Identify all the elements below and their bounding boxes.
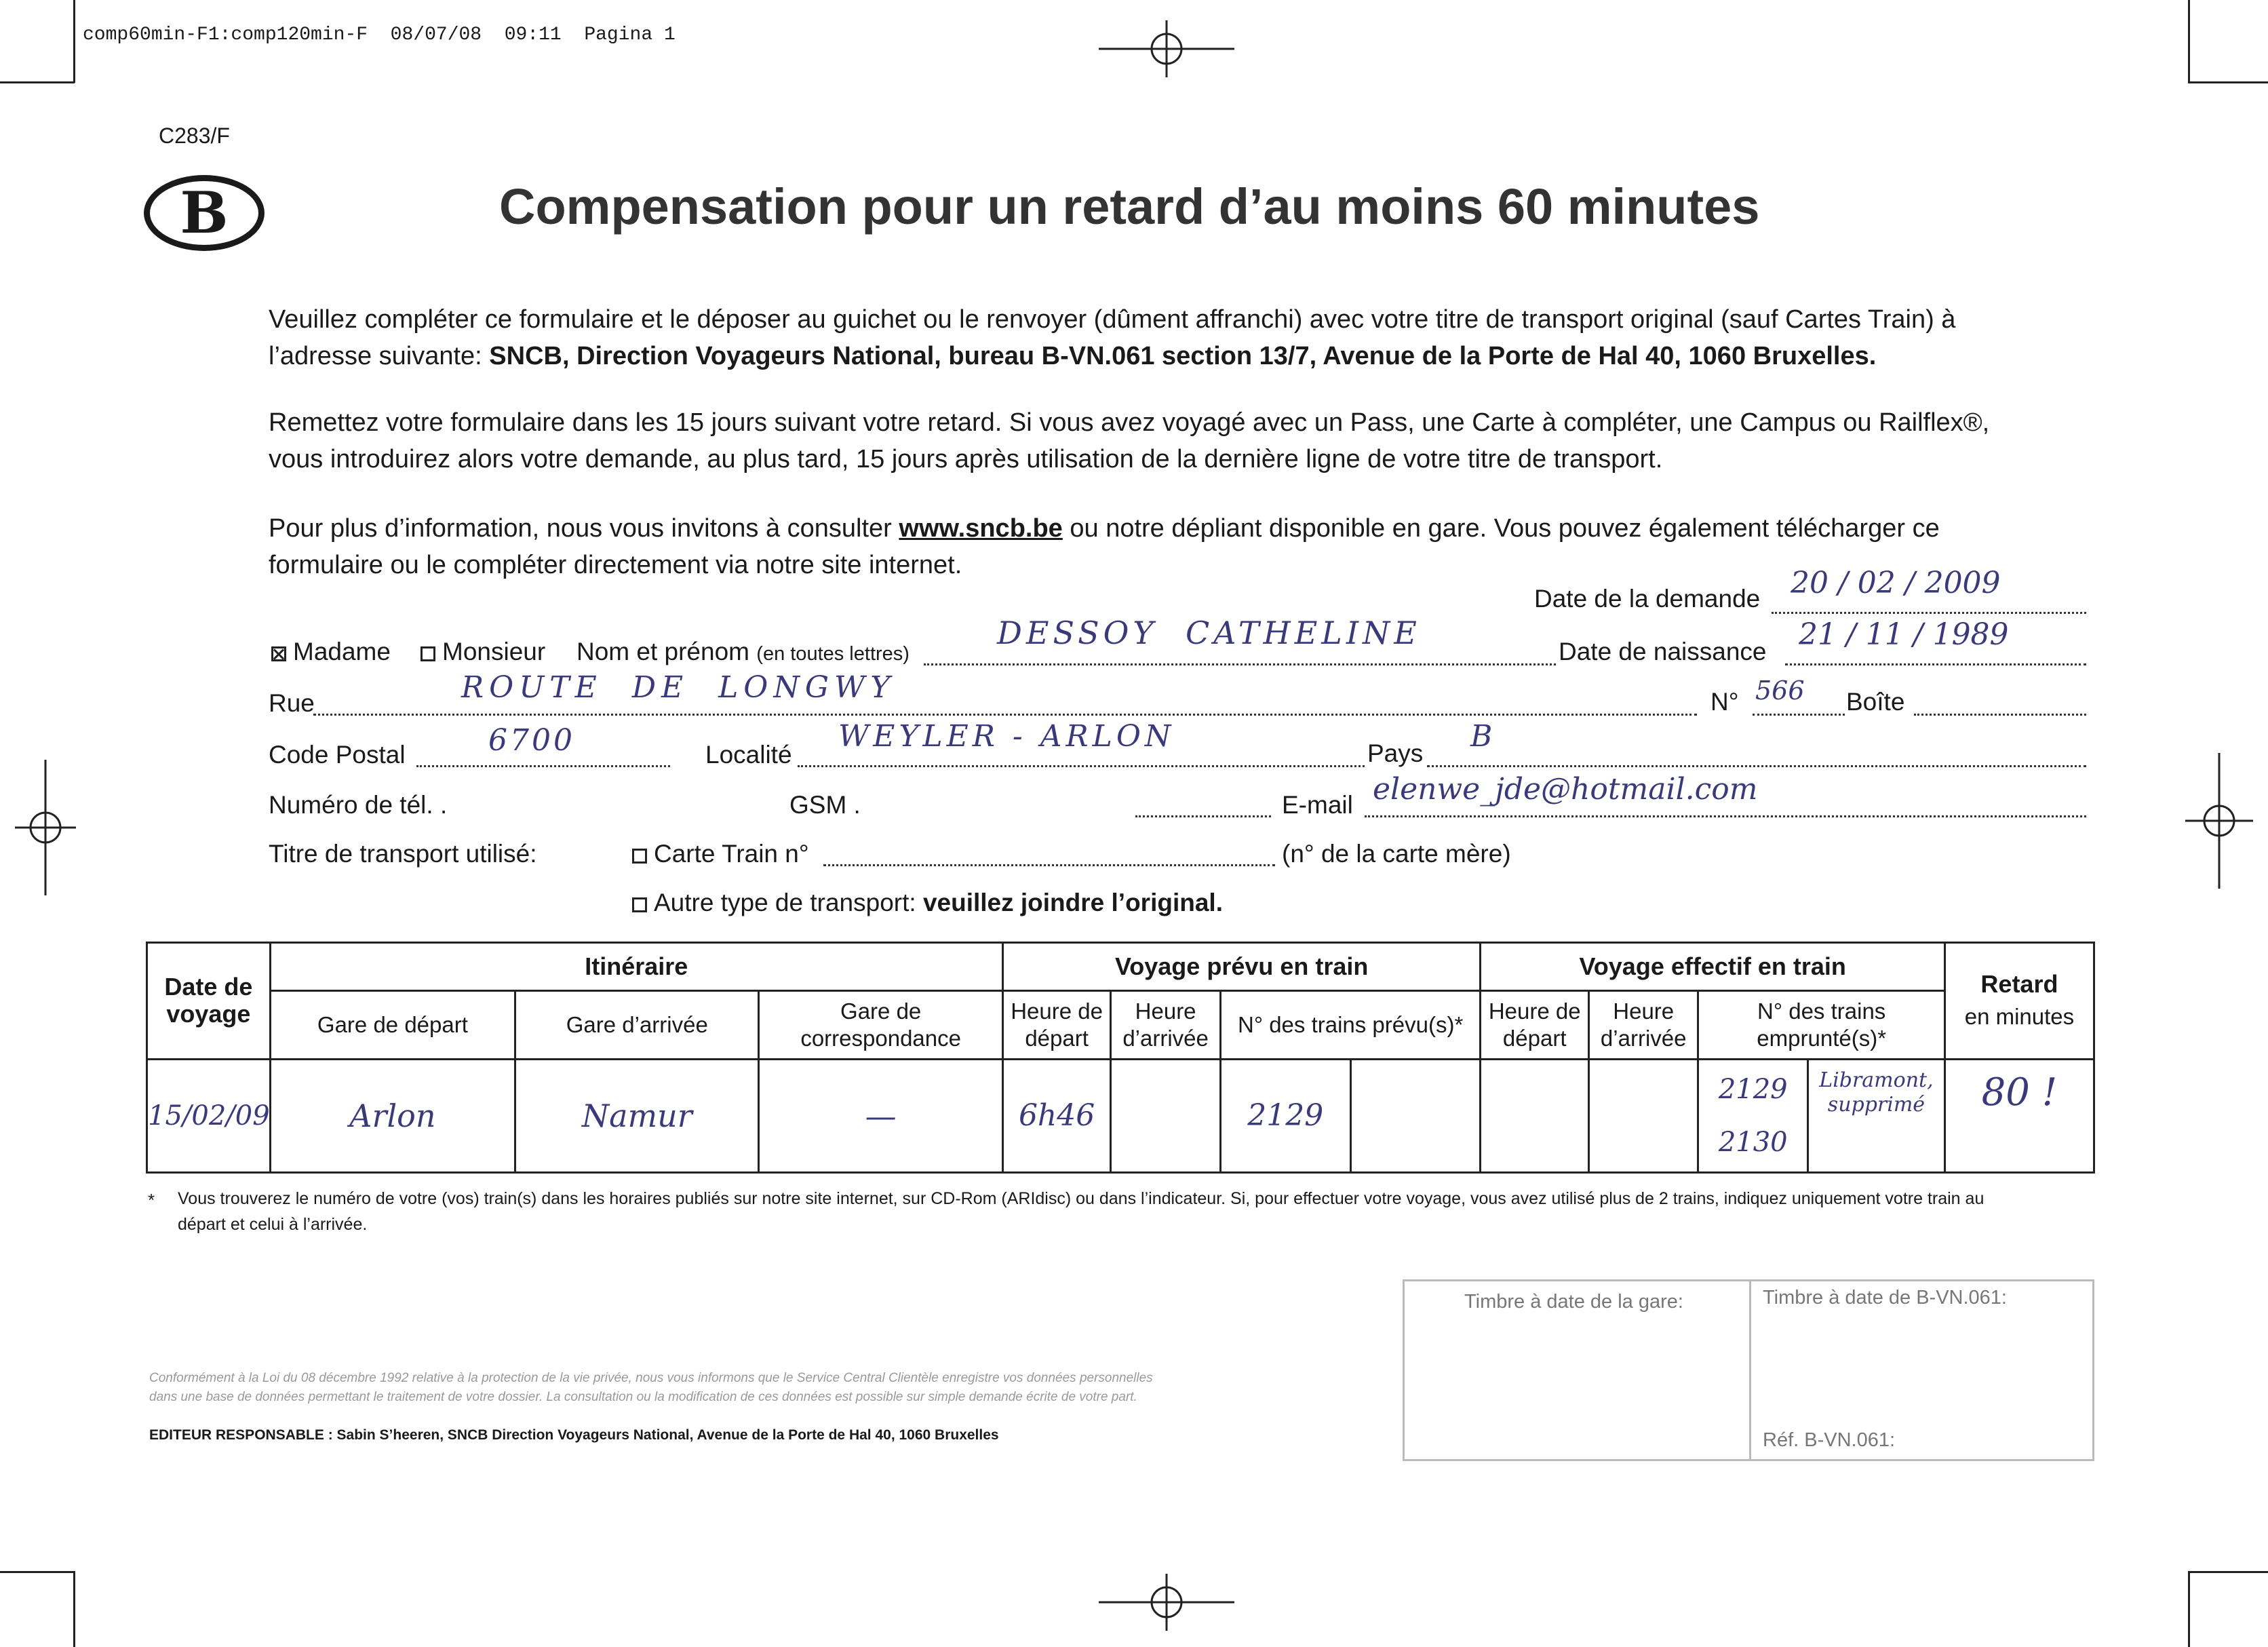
crop-mark bbox=[2188, 1571, 2268, 1573]
crop-mark bbox=[2188, 1571, 2190, 1647]
logo-letter: B bbox=[180, 179, 229, 246]
intro-text: Pour plus d’information, nous vous invitons à consulter bbox=[269, 514, 899, 543]
intro-text: l’adresse suivante: bbox=[269, 342, 490, 370]
registration-mark-icon bbox=[15, 760, 76, 895]
registration-mark-icon bbox=[1099, 20, 1234, 77]
numero-field[interactable]: 566 bbox=[1755, 676, 1805, 705]
privacy-notice bbox=[149, 1369, 1153, 1407]
footnote-marker: * bbox=[148, 1190, 155, 1210]
titre-label: Titre de transport utilisé: bbox=[269, 840, 537, 868]
cp-line bbox=[416, 765, 670, 767]
col-retard-header bbox=[1944, 943, 2094, 1060]
monsieur-checkbox[interactable] bbox=[421, 646, 435, 661]
stamp-gare-label: Timbre à date de la gare: bbox=[1464, 1291, 1683, 1313]
localite-field[interactable]: WEYLER - ARLON bbox=[838, 719, 1175, 754]
train-emprunte-1: 2129 bbox=[1718, 1073, 1788, 1105]
trains-empruntes-header: N° des trains emprunté(s)* bbox=[1698, 990, 1944, 1059]
rue-label: Rue bbox=[269, 689, 315, 717]
email-label: E-mail bbox=[1282, 791, 1353, 819]
cell-heure-arrivee[interactable] bbox=[1111, 1059, 1221, 1172]
cell-date[interactable]: 15/02/09 bbox=[147, 1059, 271, 1172]
localite-line bbox=[798, 765, 1365, 767]
rue-field[interactable]: ROUTE DE LONGWY bbox=[461, 670, 896, 705]
table-row bbox=[147, 1059, 2094, 1172]
stamp-box bbox=[1403, 1279, 2094, 1461]
pays-label: Pays bbox=[1367, 739, 1424, 767]
cell-heure-prevue[interactable]: 6h46 bbox=[1002, 1059, 1110, 1172]
stamp-ref-label: Réf. B-VN.061: bbox=[1763, 1429, 1896, 1451]
monsieur-label: Monsieur bbox=[442, 638, 546, 665]
date-demande-label: Date de la demande bbox=[1534, 585, 1761, 613]
nom-label-group bbox=[576, 638, 910, 666]
note-1: Libramont, bbox=[1819, 1068, 1934, 1092]
cp-label: Code Postal bbox=[269, 741, 406, 769]
intro-text: Remettez votre formulaire dans les 15 jours suivant votre retard. Si vous avez voyagé avec un Pass, une Carte à compléter, une Campus ou Railflex®, bbox=[269, 408, 1990, 437]
crop-mark bbox=[73, 0, 75, 83]
crop-mark bbox=[0, 81, 75, 83]
cell-note[interactable] bbox=[1807, 1059, 1944, 1172]
cell-arrivee[interactable]: Namur bbox=[515, 1059, 759, 1172]
train-emprunte-2: 2130 bbox=[1718, 1126, 1788, 1158]
group-prevu-header: Voyage prévu en train bbox=[1002, 943, 1481, 991]
carte-train-checkbox[interactable] bbox=[632, 849, 647, 864]
privacy-line: dans une base de données permettant le traitement de votre dossier. La consultation ou la modification de ces données est possible sur simple demande écrite de votre part. bbox=[149, 1390, 1137, 1404]
intro-text: formulaire ou le compléter directement via notre site internet. bbox=[269, 551, 962, 579]
intro-paragraph-2 bbox=[269, 404, 2140, 478]
carte-train-line bbox=[823, 864, 1275, 866]
cell-corresp[interactable]: — bbox=[759, 1059, 1002, 1172]
crop-mark bbox=[2188, 0, 2190, 83]
cell-effectif-arrivee[interactable] bbox=[1588, 1059, 1698, 1172]
intro-paragraph-1 bbox=[269, 301, 2140, 374]
crop-mark bbox=[2188, 81, 2268, 83]
madame-label: Madame bbox=[293, 638, 391, 665]
cell-depart[interactable]: Arlon bbox=[270, 1059, 515, 1172]
editor-line: EDITEUR RESPONSABLE : Sabin S’heeren, SNCB Direction Voyageurs National, Avenue de la Porte de Hal 40, 1060 Bruxelles bbox=[149, 1427, 999, 1443]
sncb-logo bbox=[144, 175, 265, 251]
numero-label: N° bbox=[1710, 688, 1739, 716]
col-date-header: Date de voyage bbox=[147, 943, 271, 1060]
cell-retard[interactable]: 80 ! bbox=[1944, 1059, 2094, 1172]
intro-text: vous introduirez alors votre demande, au plus tard, 15 jours après utilisation de la dernière ligne de votre titre de transport. bbox=[269, 445, 1663, 473]
intro-text: ou notre dépliant disponible en gare. Vous pouvez également télécharger ce bbox=[1062, 514, 1940, 543]
trains-prevus-header: N° des trains prévu(s)* bbox=[1220, 990, 1481, 1059]
heure-depart-header: Heure de départ bbox=[1481, 990, 1588, 1059]
note-2: supprimé bbox=[1827, 1092, 1925, 1117]
madame-option[interactable] bbox=[271, 638, 391, 666]
page-title: Compensation pour un retard d’au moins 60 minutes bbox=[499, 178, 1760, 235]
retard-sublabel: en minutes bbox=[1964, 1004, 2075, 1030]
rue-line bbox=[313, 714, 1697, 716]
numero-line bbox=[1753, 714, 1845, 716]
stamp-divider bbox=[1749, 1281, 1751, 1459]
retard-label: Retard bbox=[1980, 970, 2058, 999]
form-code: C283/F bbox=[159, 123, 230, 148]
carte-train-option[interactable] bbox=[632, 840, 809, 868]
carte-train-label: Carte Train n° bbox=[654, 840, 809, 868]
localite-label: Localité bbox=[705, 741, 792, 769]
pays-field[interactable]: B bbox=[1470, 719, 1493, 754]
autre-note: veuillez joindre l’original. bbox=[922, 889, 1223, 916]
gare-corresp-header: Gare de correspondance bbox=[759, 990, 1002, 1059]
footnote-line: départ et celui à l’arrivée. bbox=[178, 1215, 368, 1234]
heure-arrivee-header: Heure d’arrivée bbox=[1588, 990, 1698, 1059]
intro-text: Veuillez compléter ce formulaire et le déposer au guichet ou le renvoyer (dûment affranchi) avec votre titre de transport original (sauf Cartes Train) à bbox=[269, 305, 1956, 334]
cell-train-prevu[interactable]: 2129 bbox=[1220, 1059, 1350, 1172]
footnote bbox=[178, 1186, 2090, 1237]
tel-label: Numéro de tél. . bbox=[269, 791, 448, 819]
nom-line bbox=[924, 663, 1556, 665]
date-demande-line bbox=[1772, 612, 2086, 614]
email-field[interactable]: elenwe_jde@hotmail.com bbox=[1373, 772, 1758, 807]
gsm-line bbox=[1135, 815, 1271, 817]
group-effectif-header: Voyage effectif en train bbox=[1481, 943, 1944, 991]
gsm-label: GSM . bbox=[789, 791, 861, 819]
cell-train-emprunte[interactable] bbox=[1698, 1059, 1808, 1172]
stamp-bvn-label: Timbre à date de B-VN.061: bbox=[1763, 1287, 2007, 1309]
heure-arrivee-header: Heure d’arrivée bbox=[1111, 990, 1221, 1059]
carte-mere-label: (n° de la carte mère) bbox=[1282, 840, 1511, 868]
nom-field[interactable]: DESSOY CATHELINE bbox=[997, 615, 1421, 651]
address-text: SNCB, Direction Voyageurs National, bureau B-VN.061 section 13/7, Avenue de la Porte de Hal 40, 1060 Bruxelles. bbox=[489, 342, 1877, 370]
footnote-line: Vous trouverez le numéro de votre (vos) train(s) dans les horaires publiés sur notre site internet, sur CD-Rom (ARIdisc) ou dans l’indicateur. Si, pour effectuer votre voyage, vous avez utilisé plus de 2 trains, indiquez uniquement votre train au bbox=[178, 1189, 1984, 1208]
boite-label: Boîte bbox=[1846, 688, 1905, 716]
heure-depart-header: Heure de départ bbox=[1002, 990, 1110, 1059]
cp-field[interactable]: 6700 bbox=[488, 723, 575, 758]
date-demande-field[interactable]: 20 / 02 / 2009 bbox=[1791, 566, 2001, 600]
crop-mark bbox=[0, 1571, 75, 1573]
registration-mark-icon bbox=[1099, 1574, 1234, 1631]
autre-label: Autre type de transport: bbox=[654, 889, 923, 916]
privacy-line: Conformément à la Loi du 08 décembre 1992 relative à la protection de la vie privée, nous vous informons que le Service Central Clientèle enregistre vos données personnelles bbox=[149, 1371, 1153, 1385]
autre-option[interactable] bbox=[632, 889, 1223, 917]
autre-checkbox[interactable] bbox=[632, 897, 647, 912]
fax-header: comp60min-F1:comp120min-F 08/07/08 09:11 Pagina 1 bbox=[83, 24, 676, 45]
pays-line bbox=[1427, 765, 2086, 767]
email-line bbox=[1365, 815, 2086, 817]
crop-mark bbox=[73, 1571, 75, 1647]
sncb-link[interactable]: www.sncb.be bbox=[899, 514, 1063, 543]
gare-depart-header: Gare de départ bbox=[270, 990, 515, 1059]
boite-line bbox=[1914, 714, 2086, 716]
monsieur-option[interactable] bbox=[421, 638, 545, 666]
nom-label: Nom et prénom bbox=[576, 638, 749, 665]
nom-hint: (en toutes lettres) bbox=[756, 643, 910, 665]
cell-train-prevu-2[interactable] bbox=[1350, 1059, 1481, 1172]
trip-table bbox=[146, 942, 2095, 1174]
naissance-field[interactable]: 21 / 11 / 1989 bbox=[1799, 617, 2009, 652]
naissance-label: Date de naissance bbox=[1559, 638, 1767, 665]
gare-arrivee-header: Gare d’arrivée bbox=[515, 990, 759, 1059]
group-itineraire-header: Itinéraire bbox=[270, 943, 1002, 991]
registration-mark-icon bbox=[2185, 753, 2253, 889]
naissance-line bbox=[1785, 663, 2086, 665]
cell-effectif-depart[interactable] bbox=[1481, 1059, 1588, 1172]
madame-checkbox[interactable] bbox=[271, 646, 286, 661]
